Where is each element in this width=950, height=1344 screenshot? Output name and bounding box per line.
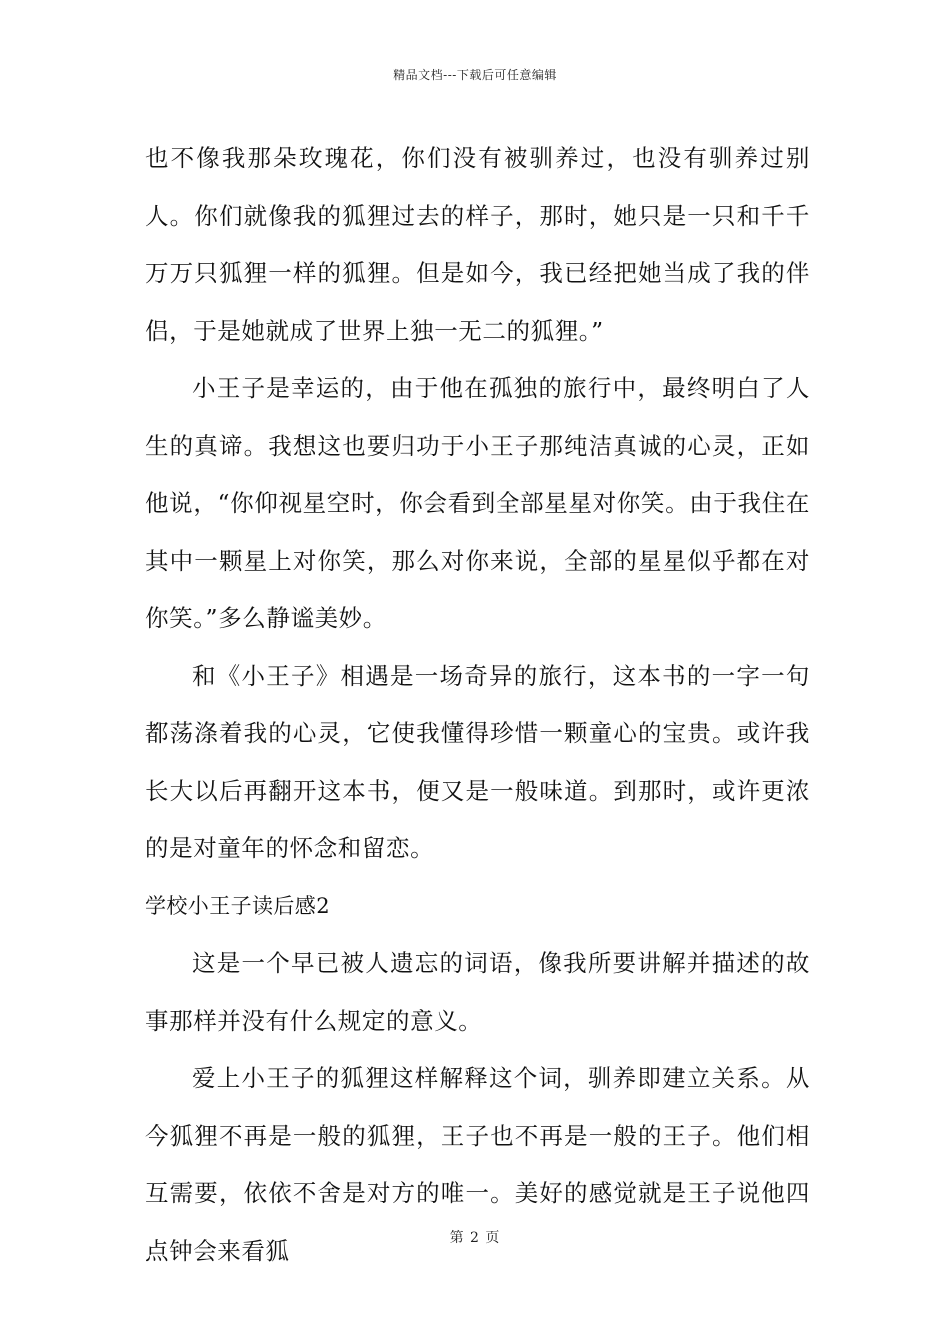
page-header: 精品文档---下载后可任意编辑 bbox=[393, 68, 557, 82]
paragraph-little-prince-lucky: 小王子是幸运的，由于他在孤独的旅行中，最终明白了人生的真谛。我想这也要归功于小王子那纯洁真诚的心灵，正如他说，“你仰视星空时，你会看到全部星星对你笑。由于我住在其中一颗星上对你笑，那么对你来说，全部的星星似乎都在对你笑。”多么静谧美妙。 bbox=[145, 374, 810, 632]
document-body bbox=[145, 130, 810, 1280]
section-heading: 学校小王子读后感2 bbox=[145, 893, 330, 918]
paragraph-continued: 也不像我那朵玫瑰花，你们没有被驯养过，也没有驯养过别人。你们就像我的狐狸过去的样子，那时，她只是一只和千千万万只狐狸一样的狐狸。但是如今，我已经把她当成了我的伴侣，于是她就成了世界上独一无二的狐狸。” bbox=[145, 144, 810, 345]
paragraph-fox-taming: 爱上小王子的狐狸这样解释这个词，驯养即建立关系。从今狐狸不再是一般的狐狸，王子也不再是一般的王子。他们相互需要，依依不舍是对方的唯一。美好的感觉就是王子说他四点钟会来看狐 bbox=[145, 1064, 810, 1265]
page-number: 第 2 页 bbox=[449, 1230, 501, 1246]
paragraph-journey: 和《小王子》相遇是一场奇异的旅行，这本书的一字一句都荡涤着我的心灵，它使我懂得珍惜一颗童心的宝贵。或许我长大以后再翻开这本书，便又是一般味道。到那时，或许更浓的是对童年的怀念和留恋。 bbox=[145, 661, 810, 862]
paragraph-forgotten-word: 这是一个早已被人遗忘的词语，像我所要讲解并描述的故事那样并没有什么规定的意义。 bbox=[145, 949, 810, 1035]
